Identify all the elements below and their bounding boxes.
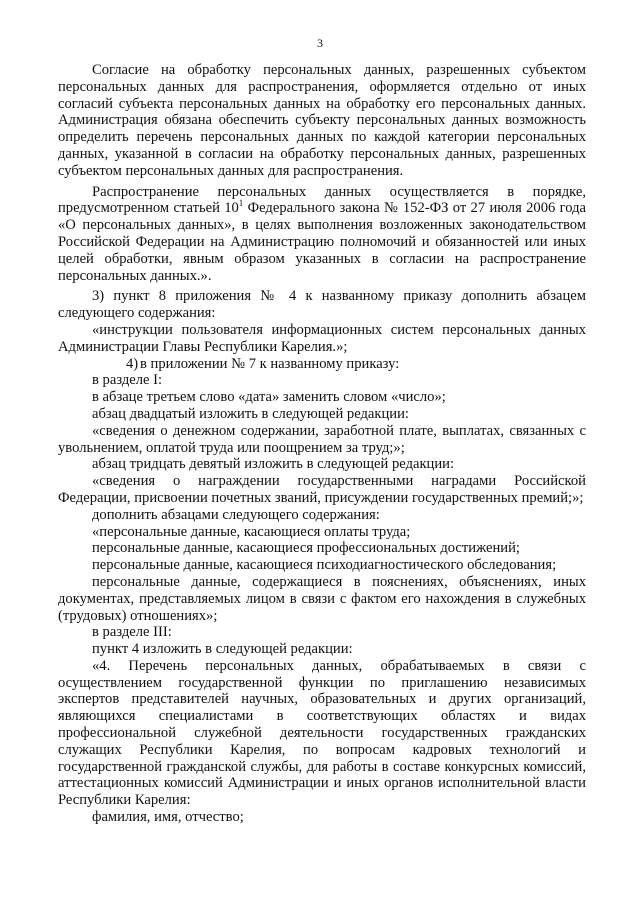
paragraph-awards-quote: «сведения о награждении государственными наградами Российской Федерации, присвоении почетных званий, присуждении государственных премий;»; bbox=[58, 473, 586, 506]
paragraph-salary-quote: «сведения о денежном содержании, заработной плате, выплатах, связанных с увольнением, оплатой труда или поощрением за труд;»; bbox=[58, 422, 586, 456]
page-number: 3 bbox=[317, 36, 323, 50]
item-4-text: в приложении № 7 к названному приказу: bbox=[140, 355, 400, 372]
document-body bbox=[58, 62, 586, 826]
paragraph-consent: Согласие на обработку персональных данных, разрешенных субъектом персональных данных для распространения, оформляется отдельно от иных согласий субъекта персональных данных на обработку его персональных данных. Администрация обязана обеспечить субъекту персональных данных возможность определить перечень персональных данных по каждой категории персональных данных, указанной в согласии на обработку персональных данных, разрешенных субъектом персональных данных для распространения. bbox=[58, 62, 586, 179]
paragraph-twentieth: абзац двадцатый изложить в следующей редакции: bbox=[92, 405, 409, 422]
paragraph-distribution-start: Распространение персональных данных осуществляется в порядке, предусмотренном статьей 10 bbox=[58, 183, 586, 217]
paragraph-full-name: фамилия, имя, отчество; bbox=[92, 809, 244, 826]
paragraph-point-4: пункт 4 изложить в следующей редакции: bbox=[92, 641, 353, 658]
paragraph-section-3: в разделе III: bbox=[92, 624, 172, 641]
item-4-number: 4) bbox=[126, 355, 139, 372]
paragraph-add-paragraphs: дополнить абзацами следующего содержания: bbox=[92, 506, 380, 523]
paragraph-item-4 bbox=[58, 356, 586, 373]
paragraph-section-1: в разделе I: bbox=[92, 372, 163, 389]
paragraph-experts-list: «4. Перечень персональных данных, обрабатываемых в связи с осуществлением государственной функции по приглашению независимых экспертов представителей научных, образовательных и других организаций, являющихся специалистами в соответствующих областях и видах профессиональной служебной деятельности государственных гражданских служащих Республики Карелия, по вопросам кадровых технологий и государственной гражданской службы, для работы в составе конкурсных комиссий, аттестационных комиссий Администрации и иных органов исполнительной власти Республики Карелия: bbox=[58, 657, 586, 809]
paragraph-replace-word: в абзаце третьем слово «дата» заменить словом «число»; bbox=[92, 389, 446, 406]
paragraph-instructions-quote: «инструкции пользователя информационных систем персональных данных Администрации Главы Республики Карелия.»; bbox=[58, 321, 586, 355]
paragraph-distribution-end: Федерального закона № 152-ФЗ от 27 июля 2006 года «О персональных данных», в целях выполнения возложенных законодательством Российской Федерации на Администрацию полномочий и обязанностей или иных целей обработки, явным образом указанных в согласии на распространение персональных данных.». bbox=[58, 200, 586, 284]
paragraph-explanations-data: персональные данные, содержащиеся в пояснениях, объяснениях, иных документах, представляемых лицом в связи с фактом его нахождения в служебных (трудовых) отношениях»; bbox=[58, 573, 586, 624]
paragraph-achievements-data: персональные данные, касающиеся профессиональных достижений; bbox=[92, 540, 520, 557]
paragraph-distribution bbox=[58, 184, 586, 285]
paragraph-item-3: 3) пункт 8 приложения № 4 к названному приказу дополнить абзацем следующего содержания: bbox=[58, 288, 586, 322]
paragraph-pay-data: «персональные данные, касающиеся оплаты труда; bbox=[92, 523, 411, 540]
article-superscript: 1 bbox=[238, 198, 244, 209]
paragraph-thirty-ninth: абзац тридцать девятый изложить в следующей редакции: bbox=[92, 456, 455, 473]
paragraph-psych-data: персональные данные, касающиеся психодиагностического обследования; bbox=[92, 557, 557, 574]
